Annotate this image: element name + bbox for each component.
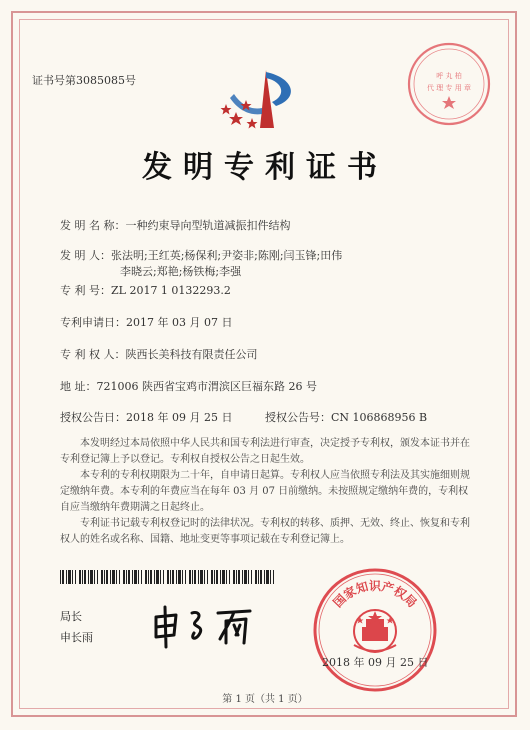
seal-arc-text-path: 国家知识产权局 (330, 579, 420, 611)
address-row (60, 378, 317, 394)
grant-date-value: 2018 年 09 月 25 日 (126, 411, 233, 424)
patent-number-row (60, 282, 231, 298)
invention-name-value: 一种约束导向型轨道减振扣件结构 (125, 219, 291, 232)
grant-number-row (265, 409, 427, 425)
certificate-title: 发明专利证书 (142, 150, 388, 185)
invention-name-label: 发 明 名 称： (60, 219, 126, 232)
body-paragraph-2: 本专利的专利权期限为二十年，自申请日起算。专利权人应当依照专利法及其实施细则规定缴纳年费。本专利的年费应当在每年 03 月 07 日前缴纳。未按照规定缴纳年费的，专利权自应当缴纳年费期满之日起终止。 (60, 470, 470, 513)
grant-date-row (60, 409, 232, 425)
inventors-value-line2: 李晓云;郑艳;杨铁梅;李强 (120, 265, 242, 278)
patentee-row (60, 346, 258, 362)
body-paragraph-3: 专利证书记载专利权登记时的法律状况。专利权的转移、质押、无效、终止、恢复和专利权人的姓名或名称、国籍、地址变更等事项记载在专利登记簿上。 (60, 518, 470, 545)
patentee-label: 专 利 权 人： (60, 348, 126, 361)
inventors-row (60, 247, 342, 263)
inventors-value-line1: 张法明;王红英;杨保利;尹姿非;陈刚;闫玉锋;田伟 (111, 249, 343, 262)
filing-date-row (60, 314, 232, 330)
patent-office-logo-icon (214, 66, 314, 136)
filing-date-value: 2017 年 03 月 07 日 (126, 316, 233, 329)
national-ip-office-seal-icon (310, 565, 440, 695)
address-label: 地 址： (60, 380, 97, 393)
patent-number-value: ZL 2017 1 0132293.2 (111, 284, 231, 297)
director-name: 申长雨 (60, 631, 93, 644)
svg-text:代 理 专 用 章: 代 理 专 用 章 (427, 84, 471, 92)
patentee-value: 陕西长美科技有限责任公司 (125, 348, 258, 361)
svg-text:呼 丸 柏: 呼 丸 柏 (436, 72, 462, 80)
seal-date: 2018 年 09 月 25 日 (322, 656, 429, 669)
agency-seal-icon (405, 40, 493, 128)
grant-number-label: 授权公告号： (265, 411, 331, 424)
certificate-number: 证书号第3085085号 (32, 74, 136, 87)
body-text (60, 436, 470, 548)
grant-date-label: 授权公告日： (60, 411, 126, 424)
grant-number-value: CN 106868956 B (331, 411, 428, 424)
body-paragraph-1: 本发明经过本局依照中华人民共和国专利法进行审查，决定授予专利权，颁发本证书并在专利登记簿上予以登记。专利权自授权公告之日起生效。 (60, 438, 470, 465)
page-number: 第 1 页（共 1 页） (222, 694, 308, 705)
barcode (60, 570, 275, 584)
patent-number-label: 专 利 号： (60, 284, 111, 297)
inventors-row-2 (120, 263, 241, 279)
director-title: 局长 (60, 610, 82, 623)
director-signature (150, 603, 258, 649)
inventors-label: 发 明 人： (60, 249, 111, 262)
filing-date-label: 专利申请日： (60, 316, 126, 329)
address-value: 721006 陕西省宝鸡市渭滨区巨福东路 26 号 (96, 380, 317, 393)
invention-name-row (60, 217, 291, 233)
seal-arc-text (331, 578, 420, 610)
